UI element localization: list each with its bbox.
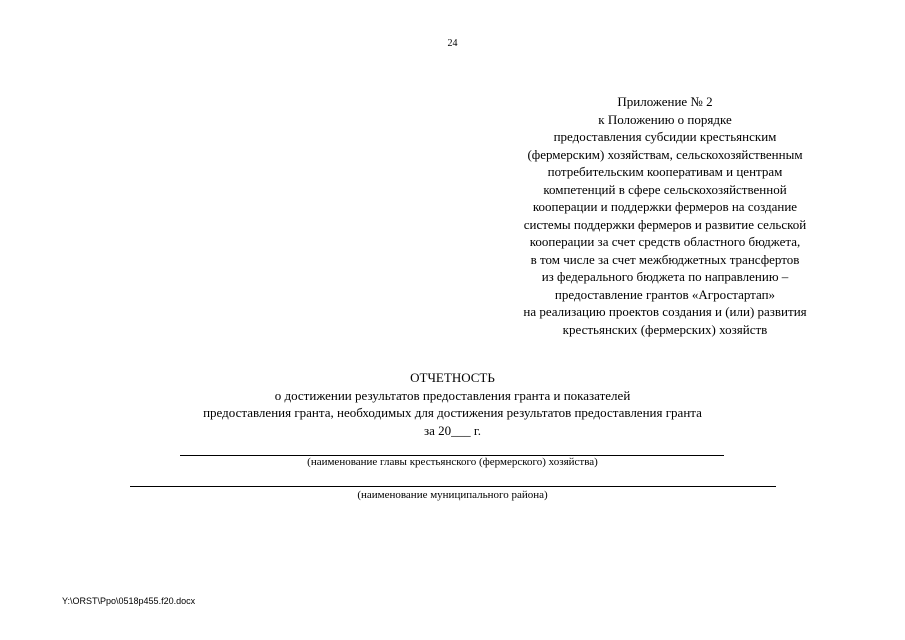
appendix-line: потребительским кооперативам и центрам xyxy=(547,164,783,179)
report-title: ОТЧЕТНОСТЬ xyxy=(410,370,495,385)
page-number: 24 xyxy=(447,38,458,49)
appendix-line: предоставление грантов «Агростартап» xyxy=(554,286,776,302)
appendix-line: системы поддержки фермеров и развитие сельской xyxy=(523,216,807,232)
appendix-line: кооперации и поддержки фермеров на создание xyxy=(532,199,798,214)
farm-head-caption: (наименование главы крестьянского (фермерского) хозяйства) xyxy=(307,456,598,468)
appendix-line: крестьянских (фермерских) хозяйств xyxy=(562,321,768,337)
district-caption: (наименование муниципального района) xyxy=(357,489,548,501)
appendix-line: компетенций в сфере сельскохозяйственной xyxy=(543,181,787,197)
appendix-line: (фермерским) хозяйствам, сельскохозяйственным xyxy=(527,146,803,162)
appendix-line: к Положению о порядке xyxy=(598,111,732,127)
report-subtitle-line-2: предоставления гранта, необходимых для достижения результатов предоставления гранта xyxy=(203,405,702,420)
report-year-line: за 20___ г. xyxy=(423,422,482,438)
appendix-line: на реализацию проектов создания и (или) развития xyxy=(523,304,807,319)
appendix-line: в том числе за счет межбюджетных трансфертов xyxy=(530,251,800,267)
appendix-line: из федерального бюджета по направлению – xyxy=(541,269,789,284)
appendix-line: предоставления субсидии крестьянским xyxy=(553,129,777,144)
district-fill-line xyxy=(130,486,776,487)
appendix-line: Приложение № 2 xyxy=(617,94,713,109)
file-path: Y:\ORST\Ppo\0518p455.f20.docx xyxy=(62,596,196,606)
appendix-block xyxy=(480,93,850,338)
appendix-line: кооперации за счет средств областного бюджета, xyxy=(529,234,801,249)
report-subtitle-line-1: о достижении результатов предоставления гранта и показателей xyxy=(274,387,631,403)
report-heading xyxy=(0,369,905,439)
